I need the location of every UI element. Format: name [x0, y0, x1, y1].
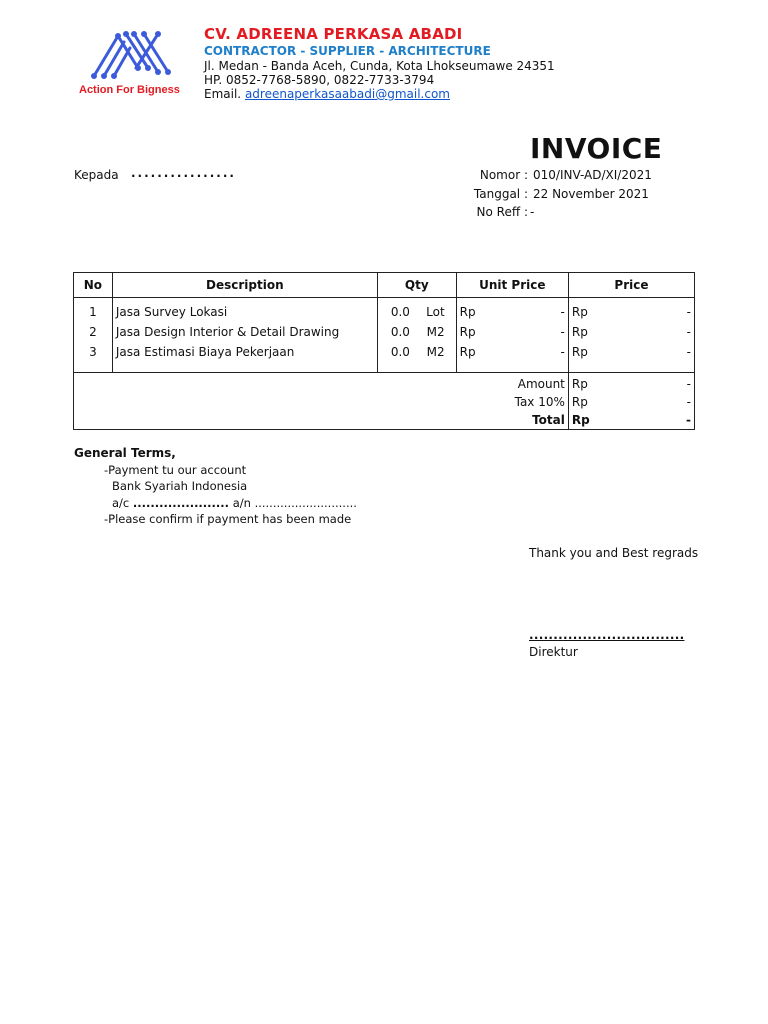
company-tagline: Action For Bigness	[79, 84, 180, 96]
currency: Rp	[571, 395, 588, 409]
terms-line-1: -Payment tu our account	[104, 463, 247, 477]
an-label: a/n	[232, 496, 251, 510]
amount: -	[560, 325, 565, 339]
amount: -	[686, 395, 691, 409]
signature-line: ................................	[529, 628, 685, 642]
recipient-label: Kepada	[74, 168, 119, 182]
col-header-qty: Qty	[377, 273, 456, 298]
qty-value: 0.0	[390, 325, 410, 339]
terms-text: Please confirm if payment has been made	[108, 512, 352, 526]
qty-unit: Lot	[426, 305, 445, 319]
company-name: CV. ADREENA PERKASA ABADI	[204, 25, 463, 43]
currency: Rp	[571, 305, 588, 319]
terms-heading: General Terms,	[74, 446, 176, 460]
company-subtitle: CONTRACTOR - SUPPLIER - ARCHITECTURE	[204, 44, 491, 58]
company-email-line	[204, 87, 450, 101]
qty-unit: M2	[426, 345, 445, 359]
qty-value: 0.0	[390, 305, 410, 319]
cell-price	[568, 342, 694, 373]
table-row	[74, 342, 695, 373]
amount: -	[560, 305, 565, 319]
cell-unit-price	[456, 342, 568, 373]
amount: -	[686, 377, 691, 391]
summary-value	[568, 393, 694, 411]
currency: Rp	[571, 325, 588, 339]
summary-row-amount	[74, 373, 695, 394]
cell-qty	[377, 342, 456, 373]
invoice-table	[73, 272, 695, 430]
table-row	[74, 298, 695, 323]
cell-unit-price	[456, 322, 568, 342]
amount: -	[560, 345, 565, 359]
cell-no: 3	[74, 342, 113, 373]
ac-label: a/c	[112, 496, 130, 510]
currency: Rp	[459, 325, 476, 339]
meta-value-reff: -	[530, 205, 535, 219]
cell-description: Jasa Survey Lokasi	[112, 298, 377, 323]
company-phone: HP. 0852-7768-5890, 0822-7733-3794	[204, 73, 435, 87]
currency: Rp	[571, 413, 590, 427]
currency: Rp	[459, 305, 476, 319]
terms-line-2: Bank Syariah Indonesia	[112, 479, 248, 493]
qty-value: 0.0	[390, 345, 410, 359]
closing-thanks: Thank you and Best regrads	[529, 546, 699, 560]
cell-qty	[377, 298, 456, 323]
col-header-price: Price	[568, 273, 694, 298]
amount: -	[686, 413, 691, 427]
meta-label-nomor: Nomor :	[479, 168, 528, 182]
cell-unit-price	[456, 298, 568, 323]
summary-value	[568, 373, 694, 394]
recipient-value: ................	[131, 166, 236, 180]
email-label: Email.	[204, 87, 242, 101]
company-address: Jl. Medan - Banda Aceh, Cunda, Kota Lhokseumawe 24351	[204, 59, 555, 73]
email-link[interactable]: adreenaperkasaabadi@gmail.com	[244, 87, 450, 101]
an-value: ............................	[254, 496, 357, 510]
cell-no: 2	[74, 322, 113, 342]
terms-text: Payment tu our account	[108, 463, 247, 477]
summary-row-tax	[74, 393, 695, 411]
amount: -	[686, 325, 691, 339]
terms-line-4: -Please confirm if payment has been made	[104, 512, 352, 526]
summary-label: Tax 10%	[74, 393, 569, 411]
terms-line-3	[112, 496, 357, 510]
page-title: INVOICE	[530, 132, 663, 165]
cell-price	[568, 298, 694, 323]
col-header-description: Description	[112, 273, 377, 298]
summary-value	[568, 411, 694, 430]
amount: -	[686, 305, 691, 319]
currency: Rp	[571, 345, 588, 359]
currency: Rp	[571, 377, 588, 391]
currency: Rp	[459, 345, 476, 359]
qty-unit: M2	[426, 325, 445, 339]
meta-label-tanggal: Tanggal :	[473, 187, 528, 201]
cell-price	[568, 322, 694, 342]
meta-value-tanggal: 22 November 2021	[533, 187, 649, 201]
cell-description: Jasa Design Interior & Detail Drawing	[112, 322, 377, 342]
cell-description: Jasa Estimasi Biaya Pekerjaan	[112, 342, 377, 373]
meta-label-reff: No Reff :	[476, 205, 528, 219]
signature-role: Direktur	[529, 645, 578, 659]
amount: -	[686, 345, 691, 359]
summary-row-total	[74, 411, 695, 430]
cell-qty	[377, 322, 456, 342]
table-header-row	[74, 273, 695, 298]
table-row	[74, 322, 695, 342]
meta-value-nomor: 010/INV-AD/XI/2021	[533, 168, 652, 182]
summary-label: Amount	[74, 373, 569, 394]
col-header-unit-price: Unit Price	[456, 273, 568, 298]
ac-value: ......................	[132, 496, 230, 510]
col-header-no: No	[74, 273, 113, 298]
summary-label: Total	[74, 411, 569, 430]
cell-no: 1	[74, 298, 113, 323]
